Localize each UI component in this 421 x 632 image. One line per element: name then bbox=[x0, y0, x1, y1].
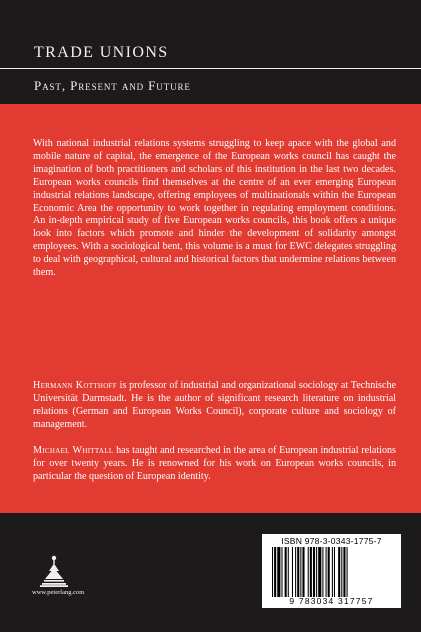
barcode-block bbox=[262, 534, 401, 608]
author-bio-kotthoff bbox=[33, 380, 396, 432]
author-name: Michael Whittall bbox=[33, 445, 114, 456]
header-divider bbox=[0, 68, 421, 69]
header-band bbox=[0, 0, 421, 104]
series-subtitle: Past, Present and Future bbox=[34, 78, 191, 93]
publisher-website: www.peterlang.com bbox=[32, 589, 85, 596]
isbn-label: ISBN 978-3-0343-1775-7 bbox=[281, 536, 382, 546]
barcode-icon bbox=[270, 547, 394, 597]
author-bio-text: has taught and researched in the area of European industrial relations for over twenty years. He is renowned for his work on European works councils, in particular the question of European identity. bbox=[33, 445, 396, 482]
author-name: Hermann Kotthoff bbox=[33, 380, 117, 391]
series-title: TRADE UNIONS bbox=[34, 44, 169, 61]
author-bio-text: is professor of industrial and organizational sociology at Technische Universität Darmstadt. He is the author of significant research literature on industrial relations (German and European Works Council), corporate culture and sociology of management. bbox=[33, 380, 396, 430]
author-bio-whittall bbox=[33, 445, 396, 484]
book-description: With national industrial relations systems struggling to keep apace with the global and mobile nature of capital, the emergence of the European works council has caught the imagination of both practitioners and scholars of this institution in the last two decades. European works councils find themselves at the centre of an ever emerging European industrial relations landscape, offering employees of multinationals within the European Economic Area the opportunity to work together in regulating employment conditions. An in-depth empirical study of five European works councils, this book offers a unique look into factors which promote and hinder the development of solidarity amongst employees. With a sociological bent, this volume is a must for EWC delegates struggling to deal with geographical, cultural and historical factors that undermine relations between them. bbox=[33, 138, 396, 279]
barcode-number: 9 783034 317757 bbox=[289, 596, 374, 606]
peter-lang-logo-icon bbox=[37, 555, 71, 587]
